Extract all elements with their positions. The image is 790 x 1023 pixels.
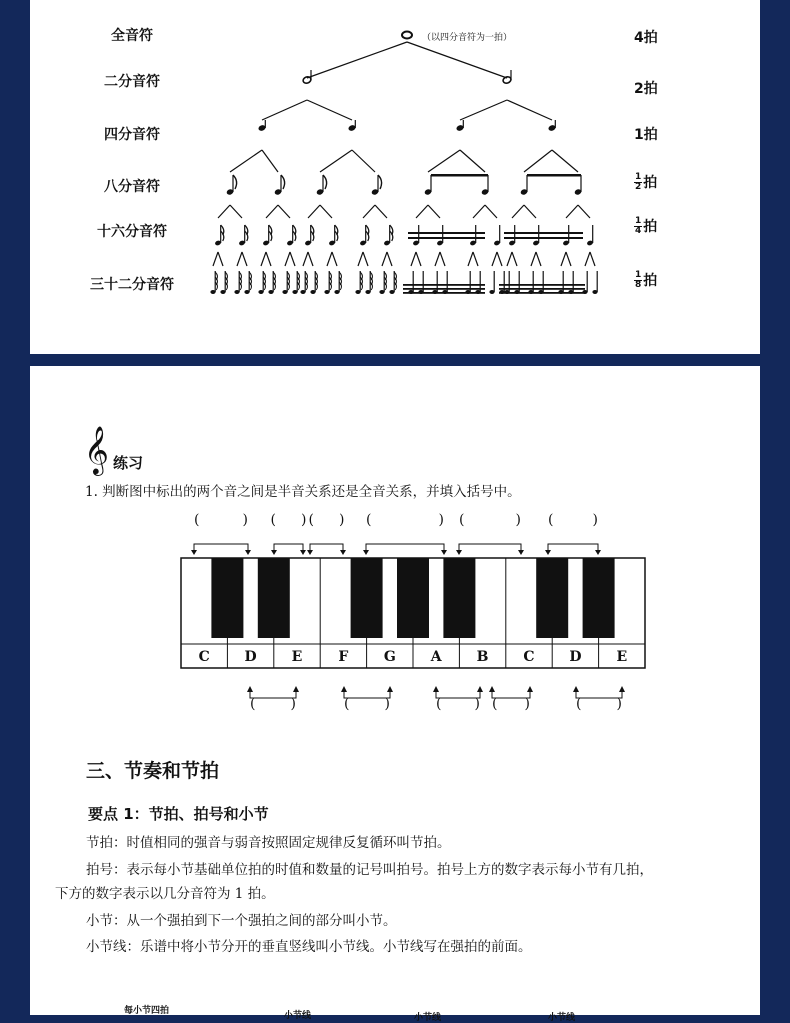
paragraph-barline: 小节线：乐谱中将小节分开的垂直竖线叫小节线。小节线写在强拍的前面。 bbox=[86, 939, 532, 955]
answer-blank-bottom[interactable]: ( ) bbox=[250, 696, 296, 712]
thirtysecond-beam bbox=[499, 288, 585, 290]
whole-note-hint: （以四分音符为一拍） bbox=[422, 33, 513, 43]
key-label: C bbox=[523, 649, 535, 665]
tree-branch-line bbox=[578, 205, 590, 218]
tree-branch-line bbox=[213, 252, 218, 266]
answer-blank-top[interactable]: ( ) bbox=[459, 512, 521, 528]
arrow-up-icon bbox=[477, 686, 483, 692]
beat-half: 2拍 bbox=[634, 81, 658, 97]
top-bracket-line bbox=[194, 544, 248, 554]
tree-branch-line bbox=[428, 150, 460, 172]
black-key bbox=[351, 558, 383, 638]
tree-branch-line bbox=[278, 205, 290, 218]
arrow-up-icon bbox=[247, 686, 253, 692]
exercise-question: 1. 判断图中标出的两个音之间是半音关系还是全音关系，并填入括号中。 bbox=[85, 484, 521, 500]
label-barline-2: 小节线 bbox=[414, 1013, 442, 1023]
paragraph-time-signature: 拍号：表示每小节基础单位拍的时值和数量的记号叫拍号。拍号上方的数字表示每小节有几拍， bbox=[86, 862, 653, 878]
row-label-sixteenth: 十六分音符 bbox=[97, 224, 167, 240]
key-label: E bbox=[616, 649, 628, 665]
tree-branch-line bbox=[507, 100, 552, 120]
arrow-down-icon bbox=[518, 550, 524, 555]
tree-branch-line bbox=[590, 252, 595, 266]
tree-branch-line bbox=[387, 252, 392, 266]
tree-branch-line bbox=[262, 100, 307, 120]
beat-thirtysecond: $\frac{1}{8}$ 拍 bbox=[635, 269, 658, 290]
sixteenth-beam bbox=[504, 232, 583, 234]
answer-blank-top[interactable]: ( ) bbox=[548, 512, 598, 528]
top-bracket-line bbox=[459, 544, 521, 554]
key-label: B bbox=[476, 649, 489, 665]
tree-branch-line bbox=[327, 252, 332, 266]
note-value-tree-panel bbox=[30, 0, 760, 354]
tree-branch-line bbox=[460, 150, 485, 172]
arrow-down-icon bbox=[545, 550, 551, 555]
tree-branch-line bbox=[566, 252, 571, 266]
whole-note bbox=[402, 32, 412, 39]
answer-blank-bottom[interactable]: ( ) bbox=[436, 696, 480, 712]
tree-branch-line bbox=[262, 150, 278, 172]
arrow-up-icon bbox=[527, 686, 533, 692]
black-key bbox=[397, 558, 429, 638]
top-bracket-line bbox=[366, 544, 444, 554]
arrow-up-icon bbox=[573, 686, 579, 692]
svg-text:𝄞: 𝄞 bbox=[84, 425, 109, 474]
key-label: D bbox=[569, 649, 582, 665]
arrow-down-icon bbox=[363, 550, 369, 555]
tree-branch-line bbox=[352, 150, 375, 172]
answer-blank-bottom[interactable]: ( ) bbox=[492, 696, 530, 712]
row-label-quarter: 四分音符 bbox=[104, 127, 160, 143]
arrow-down-icon bbox=[245, 550, 251, 555]
tree-branch-line bbox=[566, 205, 578, 218]
tree-branch-line bbox=[536, 252, 541, 266]
sixteenth-beam bbox=[504, 237, 583, 239]
section-subheading: 要点 1：节拍、拍号和小节 bbox=[88, 805, 269, 823]
tree-branch-line bbox=[303, 252, 308, 266]
thirtysecond-beam bbox=[499, 292, 585, 294]
black-key bbox=[536, 558, 568, 638]
key-label: E bbox=[291, 649, 303, 665]
tree-branch-line bbox=[473, 205, 485, 218]
answer-blank-top[interactable]: ( ) bbox=[270, 512, 307, 528]
arrow-down-icon bbox=[441, 550, 447, 555]
tree-branch-line bbox=[428, 205, 440, 218]
arrow-down-icon bbox=[300, 550, 306, 555]
answer-blank-bottom[interactable]: ( ) bbox=[344, 696, 390, 712]
section-heading: 三、节奏和节拍 bbox=[86, 760, 220, 782]
tree-branch-line bbox=[320, 150, 352, 172]
arrow-up-icon bbox=[341, 686, 347, 692]
tree-branch-line bbox=[363, 205, 375, 218]
tree-branch-line bbox=[308, 205, 320, 218]
eighth-beam bbox=[527, 174, 581, 177]
arrow-down-icon bbox=[271, 550, 277, 555]
tree-branch-line bbox=[507, 252, 512, 266]
label-four-beats: 每小节四拍 bbox=[124, 1006, 170, 1016]
black-key bbox=[443, 558, 475, 638]
note-tree-diagram bbox=[30, 0, 760, 354]
tree-branch-line bbox=[308, 252, 313, 266]
tree-branch-line bbox=[266, 205, 278, 218]
tree-branch-line bbox=[524, 150, 552, 172]
tree-branch-line bbox=[411, 252, 416, 266]
content-panel bbox=[30, 366, 760, 1023]
tree-branch-line bbox=[416, 205, 428, 218]
sixteenth-beam bbox=[408, 237, 485, 239]
tree-branch-line bbox=[266, 252, 271, 266]
tree-branch-line bbox=[375, 205, 387, 218]
thirtysecond-beam bbox=[403, 292, 485, 294]
tree-branch-line bbox=[512, 205, 524, 218]
tree-branch-line bbox=[561, 252, 566, 266]
tree-branch-line bbox=[382, 252, 387, 266]
answer-blank-top[interactable]: ( ) bbox=[308, 512, 345, 528]
tree-branch-line bbox=[285, 252, 290, 266]
black-key bbox=[258, 558, 290, 638]
arrow-down-icon bbox=[191, 550, 197, 555]
tree-branch-line bbox=[531, 252, 536, 266]
arrow-down-icon bbox=[595, 550, 601, 555]
exercise-title: 练习 bbox=[113, 454, 144, 472]
answer-blank-bottom[interactable]: ( ) bbox=[576, 696, 622, 712]
thirtysecond-beam bbox=[403, 288, 485, 290]
row-label-thirtysecond: 三十二分音符 bbox=[90, 277, 174, 293]
piano-keyboard-diagram bbox=[150, 511, 660, 726]
beat-quarter: 1拍 bbox=[634, 127, 658, 143]
top-bracket-line bbox=[548, 544, 598, 554]
key-label: C bbox=[198, 649, 210, 665]
tree-branch-line bbox=[307, 100, 352, 120]
tree-branch-line bbox=[473, 252, 478, 266]
tree-branch-line bbox=[512, 252, 517, 266]
tree-branch-line bbox=[290, 252, 295, 266]
answer-blank-top[interactable]: ( ) bbox=[194, 512, 248, 528]
answer-blank-top[interactable]: ( ) bbox=[366, 512, 444, 528]
arrow-down-icon bbox=[456, 550, 462, 555]
thirtysecond-beam bbox=[403, 284, 485, 286]
tree-branch-line bbox=[552, 150, 578, 172]
label-barline-1: 小节线 bbox=[284, 1011, 312, 1021]
tree-branch-line bbox=[261, 252, 266, 266]
beat-whole: 4拍 bbox=[634, 30, 658, 46]
tree-branch-line bbox=[435, 252, 440, 266]
arrow-up-icon bbox=[619, 686, 625, 692]
eighth-beam bbox=[431, 174, 488, 177]
tree-branch-line bbox=[363, 252, 368, 266]
sixteenth-beam bbox=[408, 232, 485, 234]
tree-branch-line bbox=[242, 252, 247, 266]
top-bracket-line bbox=[274, 544, 303, 554]
arrow-up-icon bbox=[293, 686, 299, 692]
tree-branch-line bbox=[460, 100, 507, 120]
tree-branch-line bbox=[416, 252, 421, 266]
key-label: D bbox=[244, 649, 257, 665]
tree-branch-line bbox=[218, 205, 230, 218]
arrow-up-icon bbox=[433, 686, 439, 692]
tree-branch-line bbox=[307, 42, 407, 78]
black-key bbox=[211, 558, 243, 638]
key-label: A bbox=[430, 649, 442, 665]
paragraph-measure: 小节：从一个强拍到下一个强拍之间的部分叫小节。 bbox=[86, 913, 397, 929]
beat-eighth: $\frac{1}{2}$ 拍 bbox=[635, 171, 658, 192]
row-label-whole: 全音符 bbox=[111, 28, 153, 44]
tree-branch-line bbox=[332, 252, 337, 266]
tree-branch-line bbox=[585, 252, 590, 266]
tree-branch-line bbox=[320, 205, 332, 218]
arrow-up-icon bbox=[489, 686, 495, 692]
key-label: F bbox=[338, 649, 349, 665]
row-label-half: 二分音符 bbox=[104, 74, 160, 90]
tree-branch-line bbox=[218, 252, 223, 266]
tree-branch-line bbox=[497, 252, 502, 266]
paragraph-time-signature-cont: 下方的数字表示以几分音符为 1 拍。 bbox=[55, 886, 275, 902]
tree-branch-line bbox=[237, 252, 242, 266]
tree-branch-line bbox=[524, 205, 536, 218]
black-key bbox=[583, 558, 615, 638]
key-label: G bbox=[383, 649, 396, 665]
tree-branch-line bbox=[485, 205, 497, 218]
arrow-up-icon bbox=[387, 686, 393, 692]
tree-branch-line bbox=[230, 205, 242, 218]
tree-branch-line bbox=[407, 42, 507, 78]
tree-branch-line bbox=[468, 252, 473, 266]
paragraph-beat: 节拍：时值相同的强音与弱音按照固定规律反复循环叫节拍。 bbox=[86, 835, 451, 851]
tree-branch-line bbox=[230, 150, 262, 172]
row-label-eighth: 八分音符 bbox=[104, 179, 160, 195]
arrow-down-icon bbox=[340, 550, 346, 555]
tree-branch-line bbox=[440, 252, 445, 266]
treble-clef-icon bbox=[82, 425, 109, 474]
half-note bbox=[302, 76, 312, 84]
top-bracket-line bbox=[310, 544, 343, 554]
label-barline-3: 小节线 bbox=[548, 1013, 576, 1023]
tree-branch-line bbox=[358, 252, 363, 266]
beat-sixteenth: $\frac{1}{4}$ 拍 bbox=[635, 215, 658, 236]
thirtysecond-beam bbox=[499, 284, 585, 286]
arrow-down-icon bbox=[307, 550, 313, 555]
tree-branch-line bbox=[492, 252, 497, 266]
